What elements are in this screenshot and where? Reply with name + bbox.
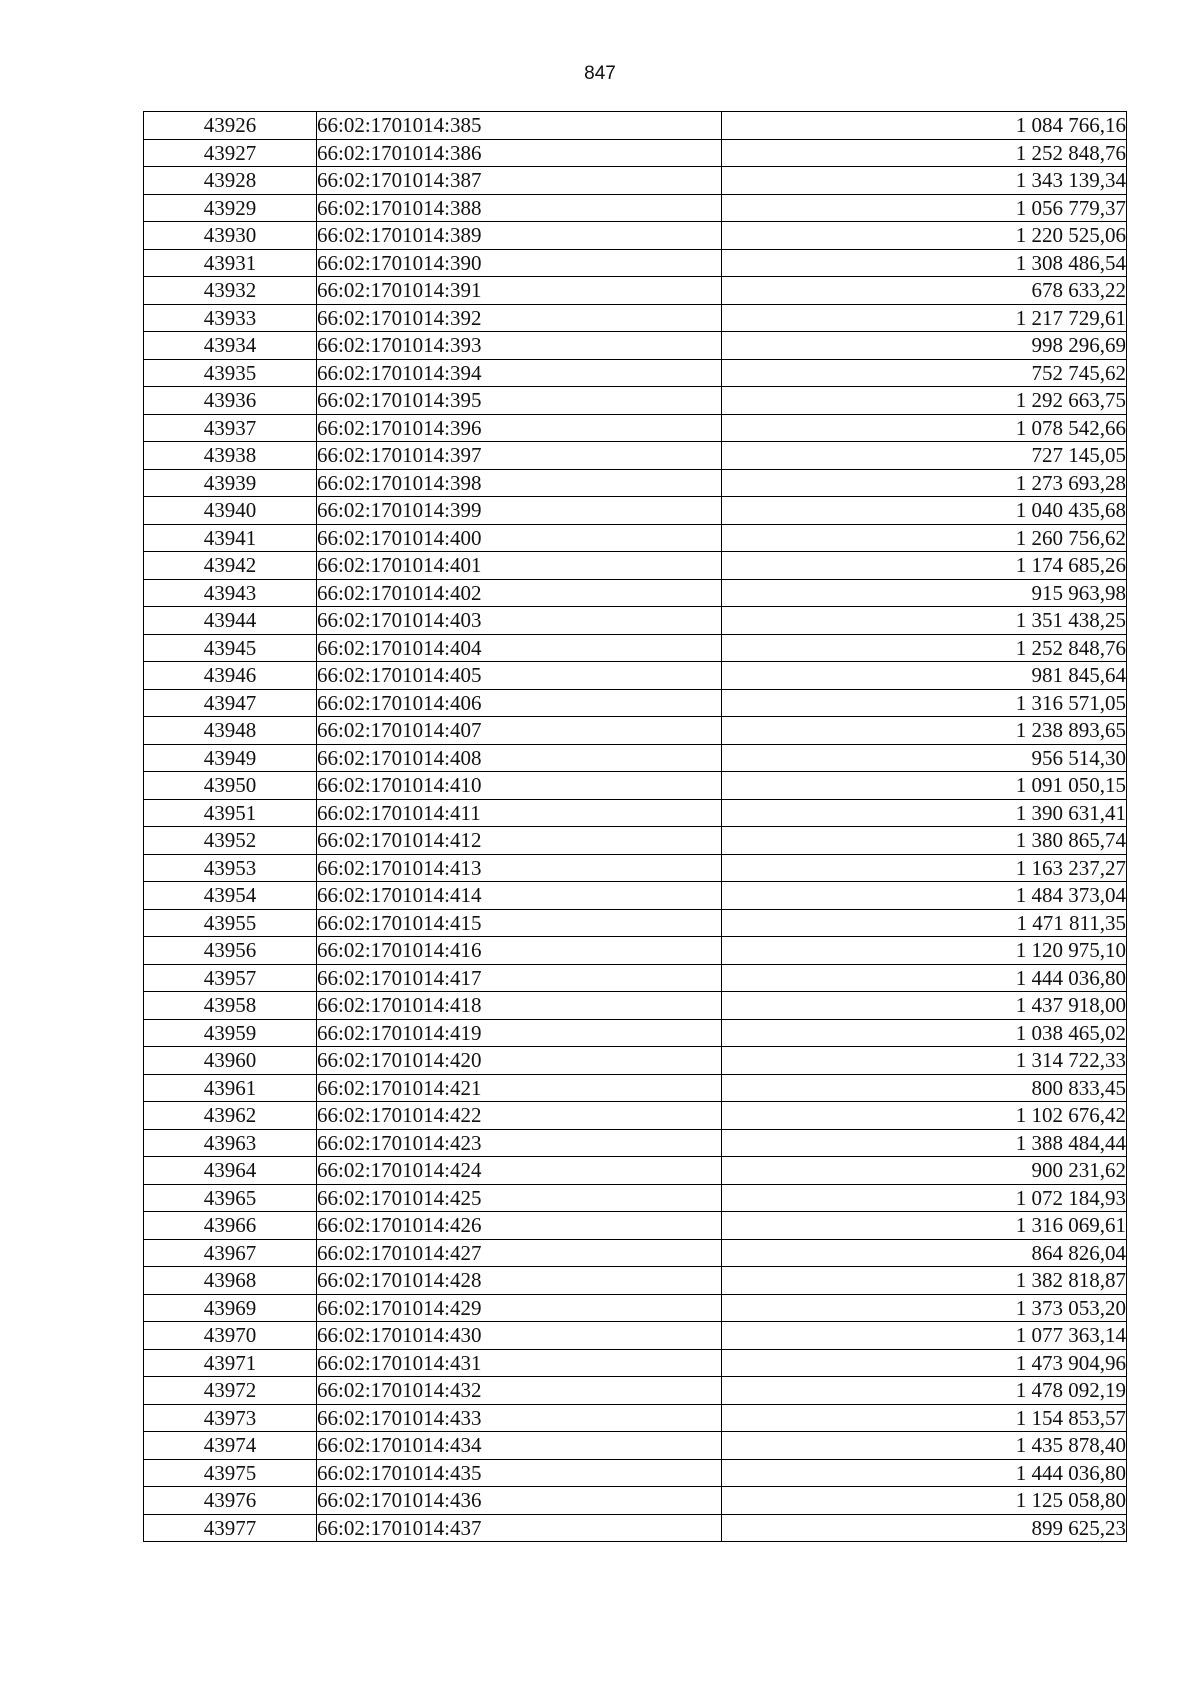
cadastral-value-cell: 678 633,22 bbox=[722, 277, 1127, 305]
cadastral-value-cell: 915 963,98 bbox=[722, 579, 1127, 607]
table-row bbox=[144, 992, 1127, 1020]
cadastral-number-cell: 66:02:1701014:427 bbox=[317, 1239, 722, 1267]
table-row bbox=[144, 139, 1127, 167]
row-number-cell: 43927 bbox=[144, 139, 317, 167]
table-row bbox=[144, 744, 1127, 772]
row-number-cell: 43955 bbox=[144, 909, 317, 937]
table-row bbox=[144, 634, 1127, 662]
table-row bbox=[144, 359, 1127, 387]
cadastral-value-cell: 1 388 484,44 bbox=[722, 1129, 1127, 1157]
table-row bbox=[144, 249, 1127, 277]
row-number-cell: 43932 bbox=[144, 277, 317, 305]
cadastral-number-cell: 66:02:1701014:385 bbox=[317, 112, 722, 140]
cadastral-number-cell: 66:02:1701014:412 bbox=[317, 827, 722, 855]
table-row bbox=[144, 112, 1127, 140]
table-row bbox=[144, 799, 1127, 827]
cadastral-value-cell: 1 102 676,42 bbox=[722, 1102, 1127, 1130]
cadastral-number-cell: 66:02:1701014:408 bbox=[317, 744, 722, 772]
cadastral-value-cell: 899 625,23 bbox=[722, 1514, 1127, 1542]
row-number-cell: 43957 bbox=[144, 964, 317, 992]
cadastral-number-cell: 66:02:1701014:391 bbox=[317, 277, 722, 305]
cadastral-value-table bbox=[143, 111, 1127, 1542]
table-row bbox=[144, 964, 1127, 992]
table-row bbox=[144, 689, 1127, 717]
table-row bbox=[144, 304, 1127, 332]
row-number-cell: 43939 bbox=[144, 469, 317, 497]
table-row bbox=[144, 1349, 1127, 1377]
cadastral-number-cell: 66:02:1701014:392 bbox=[317, 304, 722, 332]
cadastral-number-cell: 66:02:1701014:426 bbox=[317, 1212, 722, 1240]
row-number-cell: 43948 bbox=[144, 717, 317, 745]
cadastral-value-cell: 1 238 893,65 bbox=[722, 717, 1127, 745]
cadastral-value-cell: 1 308 486,54 bbox=[722, 249, 1127, 277]
cadastral-number-cell: 66:02:1701014:387 bbox=[317, 167, 722, 195]
table-row bbox=[144, 194, 1127, 222]
cadastral-value-cell: 1 380 865,74 bbox=[722, 827, 1127, 855]
cadastral-number-cell: 66:02:1701014:432 bbox=[317, 1377, 722, 1405]
cadastral-value-cell: 1 072 184,93 bbox=[722, 1184, 1127, 1212]
table-row bbox=[144, 1239, 1127, 1267]
row-number-cell: 43938 bbox=[144, 442, 317, 470]
row-number-cell: 43935 bbox=[144, 359, 317, 387]
cadastral-number-cell: 66:02:1701014:414 bbox=[317, 882, 722, 910]
table-row bbox=[144, 1157, 1127, 1185]
cadastral-number-cell: 66:02:1701014:405 bbox=[317, 662, 722, 690]
cadastral-number-cell: 66:02:1701014:390 bbox=[317, 249, 722, 277]
cadastral-value-cell: 1 292 663,75 bbox=[722, 387, 1127, 415]
row-number-cell: 43931 bbox=[144, 249, 317, 277]
table-row bbox=[144, 1514, 1127, 1542]
cadastral-value-cell: 1 316 069,61 bbox=[722, 1212, 1127, 1240]
cadastral-value-cell: 1 174 685,26 bbox=[722, 552, 1127, 580]
cadastral-value-cell: 864 826,04 bbox=[722, 1239, 1127, 1267]
cadastral-number-cell: 66:02:1701014:416 bbox=[317, 937, 722, 965]
cadastral-number-cell: 66:02:1701014:395 bbox=[317, 387, 722, 415]
cadastral-number-cell: 66:02:1701014:436 bbox=[317, 1487, 722, 1515]
cadastral-value-cell: 1 220 525,06 bbox=[722, 222, 1127, 250]
row-number-cell: 43947 bbox=[144, 689, 317, 717]
page-number: 847 bbox=[584, 63, 616, 84]
cadastral-number-cell: 66:02:1701014:388 bbox=[317, 194, 722, 222]
row-number-cell: 43960 bbox=[144, 1047, 317, 1075]
table-row bbox=[144, 607, 1127, 635]
cadastral-value-cell: 1 084 766,16 bbox=[722, 112, 1127, 140]
cadastral-number-cell: 66:02:1701014:425 bbox=[317, 1184, 722, 1212]
row-number-cell: 43975 bbox=[144, 1459, 317, 1487]
cadastral-value-cell: 1 120 975,10 bbox=[722, 937, 1127, 965]
table-row bbox=[144, 524, 1127, 552]
cadastral-number-cell: 66:02:1701014:423 bbox=[317, 1129, 722, 1157]
table-row bbox=[144, 497, 1127, 525]
cadastral-number-cell: 66:02:1701014:420 bbox=[317, 1047, 722, 1075]
cadastral-number-cell: 66:02:1701014:431 bbox=[317, 1349, 722, 1377]
cadastral-number-cell: 66:02:1701014:411 bbox=[317, 799, 722, 827]
cadastral-value-cell: 956 514,30 bbox=[722, 744, 1127, 772]
row-number-cell: 43946 bbox=[144, 662, 317, 690]
cadastral-number-cell: 66:02:1701014:396 bbox=[317, 414, 722, 442]
cadastral-number-cell: 66:02:1701014:433 bbox=[317, 1404, 722, 1432]
cadastral-value-cell: 1 217 729,61 bbox=[722, 304, 1127, 332]
cadastral-number-cell: 66:02:1701014:406 bbox=[317, 689, 722, 717]
table-row bbox=[144, 442, 1127, 470]
table-row bbox=[144, 1487, 1127, 1515]
table-body bbox=[144, 112, 1127, 1542]
table-row bbox=[144, 662, 1127, 690]
cadastral-number-cell: 66:02:1701014:400 bbox=[317, 524, 722, 552]
row-number-cell: 43972 bbox=[144, 1377, 317, 1405]
cadastral-number-cell: 66:02:1701014:389 bbox=[317, 222, 722, 250]
cadastral-value-cell: 1 435 878,40 bbox=[722, 1432, 1127, 1460]
row-number-cell: 43974 bbox=[144, 1432, 317, 1460]
row-number-cell: 43973 bbox=[144, 1404, 317, 1432]
table-row bbox=[144, 469, 1127, 497]
table-row bbox=[144, 882, 1127, 910]
table-row bbox=[144, 387, 1127, 415]
table-row bbox=[144, 937, 1127, 965]
row-number-cell: 43951 bbox=[144, 799, 317, 827]
table-row bbox=[144, 1377, 1127, 1405]
cadastral-number-cell: 66:02:1701014:415 bbox=[317, 909, 722, 937]
row-number-cell: 43943 bbox=[144, 579, 317, 607]
row-number-cell: 43967 bbox=[144, 1239, 317, 1267]
cadastral-value-cell: 998 296,69 bbox=[722, 332, 1127, 360]
cadastral-value-cell: 1 314 722,33 bbox=[722, 1047, 1127, 1075]
cadastral-value-cell: 1 154 853,57 bbox=[722, 1404, 1127, 1432]
cadastral-number-cell: 66:02:1701014:386 bbox=[317, 139, 722, 167]
cadastral-number-cell: 66:02:1701014:434 bbox=[317, 1432, 722, 1460]
table-row bbox=[144, 1102, 1127, 1130]
cadastral-number-cell: 66:02:1701014:429 bbox=[317, 1294, 722, 1322]
row-number-cell: 43958 bbox=[144, 992, 317, 1020]
cadastral-number-cell: 66:02:1701014:401 bbox=[317, 552, 722, 580]
table-row bbox=[144, 1212, 1127, 1240]
cadastral-value-cell: 1 382 818,87 bbox=[722, 1267, 1127, 1295]
row-number-cell: 43966 bbox=[144, 1212, 317, 1240]
row-number-cell: 43928 bbox=[144, 167, 317, 195]
row-number-cell: 43952 bbox=[144, 827, 317, 855]
cadastral-value-cell: 1 252 848,76 bbox=[722, 139, 1127, 167]
table-row bbox=[144, 332, 1127, 360]
row-number-cell: 43944 bbox=[144, 607, 317, 635]
cadastral-value-cell: 1 390 631,41 bbox=[722, 799, 1127, 827]
cadastral-value-cell: 1 038 465,02 bbox=[722, 1019, 1127, 1047]
cadastral-number-cell: 66:02:1701014:393 bbox=[317, 332, 722, 360]
table-row bbox=[144, 1404, 1127, 1432]
cadastral-value-cell: 727 145,05 bbox=[722, 442, 1127, 470]
cadastral-number-cell: 66:02:1701014:418 bbox=[317, 992, 722, 1020]
table-row bbox=[144, 1294, 1127, 1322]
cadastral-number-cell: 66:02:1701014:413 bbox=[317, 854, 722, 882]
cadastral-value-cell: 1 091 050,15 bbox=[722, 772, 1127, 800]
row-number-cell: 43941 bbox=[144, 524, 317, 552]
table-row bbox=[144, 1074, 1127, 1102]
cadastral-value-cell: 1 343 139,34 bbox=[722, 167, 1127, 195]
cadastral-value-cell: 1 373 053,20 bbox=[722, 1294, 1127, 1322]
cadastral-value-cell: 1 163 237,27 bbox=[722, 854, 1127, 882]
row-number-cell: 43934 bbox=[144, 332, 317, 360]
cadastral-value-cell: 1 252 848,76 bbox=[722, 634, 1127, 662]
cadastral-number-cell: 66:02:1701014:398 bbox=[317, 469, 722, 497]
cadastral-number-cell: 66:02:1701014:424 bbox=[317, 1157, 722, 1185]
cadastral-value-cell: 1 351 438,25 bbox=[722, 607, 1127, 635]
cadastral-number-cell: 66:02:1701014:407 bbox=[317, 717, 722, 745]
row-number-cell: 43965 bbox=[144, 1184, 317, 1212]
table-row bbox=[144, 1267, 1127, 1295]
table-row bbox=[144, 552, 1127, 580]
table-row bbox=[144, 1129, 1127, 1157]
cadastral-number-cell: 66:02:1701014:410 bbox=[317, 772, 722, 800]
cadastral-number-cell: 66:02:1701014:394 bbox=[317, 359, 722, 387]
row-number-cell: 43930 bbox=[144, 222, 317, 250]
row-number-cell: 43942 bbox=[144, 552, 317, 580]
table-row bbox=[144, 1322, 1127, 1350]
cadastral-value-cell: 1 484 373,04 bbox=[722, 882, 1127, 910]
cadastral-value-cell: 800 833,45 bbox=[722, 1074, 1127, 1102]
cadastral-value-cell: 1 056 779,37 bbox=[722, 194, 1127, 222]
table-row bbox=[144, 717, 1127, 745]
row-number-cell: 43950 bbox=[144, 772, 317, 800]
cadastral-number-cell: 66:02:1701014:397 bbox=[317, 442, 722, 470]
row-number-cell: 43962 bbox=[144, 1102, 317, 1130]
cadastral-value-cell: 1 260 756,62 bbox=[722, 524, 1127, 552]
cadastral-value-cell: 1 478 092,19 bbox=[722, 1377, 1127, 1405]
cadastral-value-cell: 1 437 918,00 bbox=[722, 992, 1127, 1020]
row-number-cell: 43977 bbox=[144, 1514, 317, 1542]
table-row bbox=[144, 772, 1127, 800]
cadastral-value-cell: 1 040 435,68 bbox=[722, 497, 1127, 525]
cadastral-number-cell: 66:02:1701014:435 bbox=[317, 1459, 722, 1487]
row-number-cell: 43963 bbox=[144, 1129, 317, 1157]
row-number-cell: 43926 bbox=[144, 112, 317, 140]
row-number-cell: 43956 bbox=[144, 937, 317, 965]
table-row bbox=[144, 1459, 1127, 1487]
table-row bbox=[144, 854, 1127, 882]
cadastral-number-cell: 66:02:1701014:404 bbox=[317, 634, 722, 662]
cadastral-value-cell: 981 845,64 bbox=[722, 662, 1127, 690]
row-number-cell: 43954 bbox=[144, 882, 317, 910]
table-row bbox=[144, 167, 1127, 195]
cadastral-value-cell: 1 316 571,05 bbox=[722, 689, 1127, 717]
table-row bbox=[144, 827, 1127, 855]
table-row bbox=[144, 1047, 1127, 1075]
cadastral-number-cell: 66:02:1701014:399 bbox=[317, 497, 722, 525]
row-number-cell: 43949 bbox=[144, 744, 317, 772]
table-row bbox=[144, 222, 1127, 250]
row-number-cell: 43969 bbox=[144, 1294, 317, 1322]
row-number-cell: 43971 bbox=[144, 1349, 317, 1377]
cadastral-value-cell: 1 078 542,66 bbox=[722, 414, 1127, 442]
row-number-cell: 43953 bbox=[144, 854, 317, 882]
cadastral-number-cell: 66:02:1701014:403 bbox=[317, 607, 722, 635]
cadastral-value-cell: 1 471 811,35 bbox=[722, 909, 1127, 937]
row-number-cell: 43936 bbox=[144, 387, 317, 415]
cadastral-value-cell: 1 444 036,80 bbox=[722, 1459, 1127, 1487]
table-row bbox=[144, 909, 1127, 937]
table-row bbox=[144, 579, 1127, 607]
row-number-cell: 43945 bbox=[144, 634, 317, 662]
table-row bbox=[144, 277, 1127, 305]
row-number-cell: 43959 bbox=[144, 1019, 317, 1047]
cadastral-value-cell: 752 745,62 bbox=[722, 359, 1127, 387]
cadastral-value-cell: 1 473 904,96 bbox=[722, 1349, 1127, 1377]
table-row bbox=[144, 1184, 1127, 1212]
cadastral-value-cell: 1 444 036,80 bbox=[722, 964, 1127, 992]
table-row bbox=[144, 1019, 1127, 1047]
row-number-cell: 43968 bbox=[144, 1267, 317, 1295]
cadastral-value-cell: 1 077 363,14 bbox=[722, 1322, 1127, 1350]
row-number-cell: 43933 bbox=[144, 304, 317, 332]
cadastral-value-cell: 900 231,62 bbox=[722, 1157, 1127, 1185]
table-row bbox=[144, 1432, 1127, 1460]
row-number-cell: 43929 bbox=[144, 194, 317, 222]
row-number-cell: 43976 bbox=[144, 1487, 317, 1515]
cadastral-number-cell: 66:02:1701014:422 bbox=[317, 1102, 722, 1130]
cadastral-number-cell: 66:02:1701014:430 bbox=[317, 1322, 722, 1350]
cadastral-number-cell: 66:02:1701014:417 bbox=[317, 964, 722, 992]
cadastral-number-cell: 66:02:1701014:421 bbox=[317, 1074, 722, 1102]
cadastral-value-cell: 1 125 058,80 bbox=[722, 1487, 1127, 1515]
table-row bbox=[144, 414, 1127, 442]
cadastral-number-cell: 66:02:1701014:402 bbox=[317, 579, 722, 607]
row-number-cell: 43970 bbox=[144, 1322, 317, 1350]
cadastral-value-cell: 1 273 693,28 bbox=[722, 469, 1127, 497]
cadastral-number-cell: 66:02:1701014:419 bbox=[317, 1019, 722, 1047]
row-number-cell: 43937 bbox=[144, 414, 317, 442]
row-number-cell: 43964 bbox=[144, 1157, 317, 1185]
cadastral-number-cell: 66:02:1701014:437 bbox=[317, 1514, 722, 1542]
cadastral-number-cell: 66:02:1701014:428 bbox=[317, 1267, 722, 1295]
row-number-cell: 43940 bbox=[144, 497, 317, 525]
row-number-cell: 43961 bbox=[144, 1074, 317, 1102]
